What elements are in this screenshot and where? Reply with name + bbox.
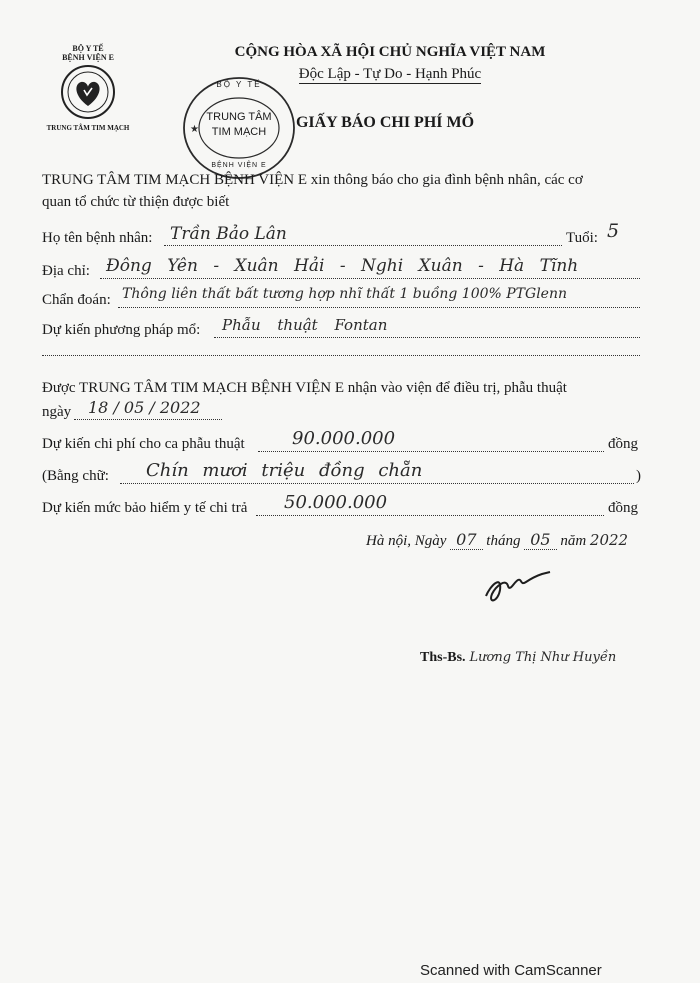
date-year: 2022 xyxy=(589,531,629,549)
logo-hospital: BỆNH VIỆN E xyxy=(62,53,114,62)
insurance-line xyxy=(256,515,604,516)
motto-text: Độc Lập - Tự Do - Hạnh Phúc xyxy=(298,66,482,82)
age-value: 5 xyxy=(607,220,620,242)
heart-logo-icon xyxy=(60,64,116,120)
document-title: GIẤY BÁO CHI PHÍ MỔ xyxy=(295,114,475,131)
diagnosis-value: Thông liên thất bất tương hợp nhĩ thất 1 buồng 100% PTGlenn xyxy=(122,286,567,302)
country-heading: CỘNG HÒA XÃ HỘI CHỦ NGHĨA VIỆT NAM xyxy=(234,44,546,60)
words-close: ) xyxy=(636,468,641,484)
logo-center: TRUNG TÂM TIM MẠCH xyxy=(46,124,130,132)
signer-name: Lương Thị Như Huyền xyxy=(469,650,617,665)
date-month-label: tháng xyxy=(486,533,521,549)
words-open: (Bằng chữ: xyxy=(42,468,109,484)
intro-line-1: TRUNG TÂM TIM MẠCH BỆNH VIỆN E xin thông báo cho gia đình bệnh nhân, các cơ xyxy=(42,172,583,188)
logo-ministry: BỘ Y TẾ xyxy=(72,44,104,53)
stamp-line-1: TRUNG TÂM xyxy=(206,111,272,123)
diagnosis-label: Chẩn đoán: xyxy=(42,292,111,308)
total-cost-value: 90.000.000 xyxy=(292,428,396,449)
hospital-logo-block xyxy=(38,44,138,132)
address-line xyxy=(100,278,640,279)
stamp-ring-top: BỘ Y TẾ xyxy=(216,80,262,89)
admission-date-label: ngày xyxy=(42,404,72,420)
signature-icon xyxy=(480,560,570,610)
admission-line-1: Được TRUNG TÂM TIM MẠCH BỆNH VIỆN E nhận vào viện để điều trị, phẫu thuật xyxy=(42,380,567,396)
signer xyxy=(420,648,616,666)
total-cost-unit: đồng xyxy=(608,436,638,452)
method-line-2 xyxy=(42,355,640,356)
words-line xyxy=(120,483,634,484)
total-cost-line xyxy=(258,451,604,452)
admission-date-value: 18 / 05 / 2022 xyxy=(88,398,201,417)
stamp-line-2: TIM MẠCH xyxy=(211,126,267,138)
name-value: Trần Bảo Lân xyxy=(170,224,287,244)
method-label: Dự kiến phương pháp mổ: xyxy=(42,322,201,338)
insurance-unit: đồng xyxy=(608,500,638,516)
name-line xyxy=(164,245,562,246)
signer-title: Ths-Bs. xyxy=(420,650,466,665)
address-value: Đông Yên - Xuân Hải - Nghi Xuân - Hà Tĩnh xyxy=(106,256,579,276)
insurance-value: 50.000.000 xyxy=(284,492,388,513)
admission-date-line xyxy=(74,419,222,420)
intro-line-2: quan tổ chức từ thiện được biết xyxy=(42,194,230,210)
diagnosis-line xyxy=(118,307,640,308)
total-cost-label: Dự kiến chi phí cho ca phẫu thuật xyxy=(42,436,245,452)
date-day: 07 xyxy=(450,530,482,550)
name-label: Họ tên bệnh nhân: xyxy=(42,230,153,246)
insurance-label: Dự kiến mức bảo hiểm y tế chi trả xyxy=(42,500,248,516)
scanner-watermark: Scanned with CamScanner xyxy=(420,962,602,979)
age-label: Tuổi: xyxy=(566,230,598,246)
address-label: Địa chỉ: xyxy=(42,263,90,279)
date-year-label: năm xyxy=(560,533,587,549)
date-place xyxy=(366,530,628,550)
date-month: 05 xyxy=(524,530,556,550)
stamp-ring-bottom: BỆNH VIỆN E xyxy=(211,162,267,169)
words-value: Chín mươi triệu đồng chẵn xyxy=(146,460,423,481)
svg-text:★: ★ xyxy=(190,124,199,135)
method-value: Phẫu thuật Fontan xyxy=(222,316,388,334)
official-stamp xyxy=(180,74,298,182)
method-line xyxy=(214,337,640,338)
date-prefix: Hà nội, Ngày xyxy=(366,533,447,549)
